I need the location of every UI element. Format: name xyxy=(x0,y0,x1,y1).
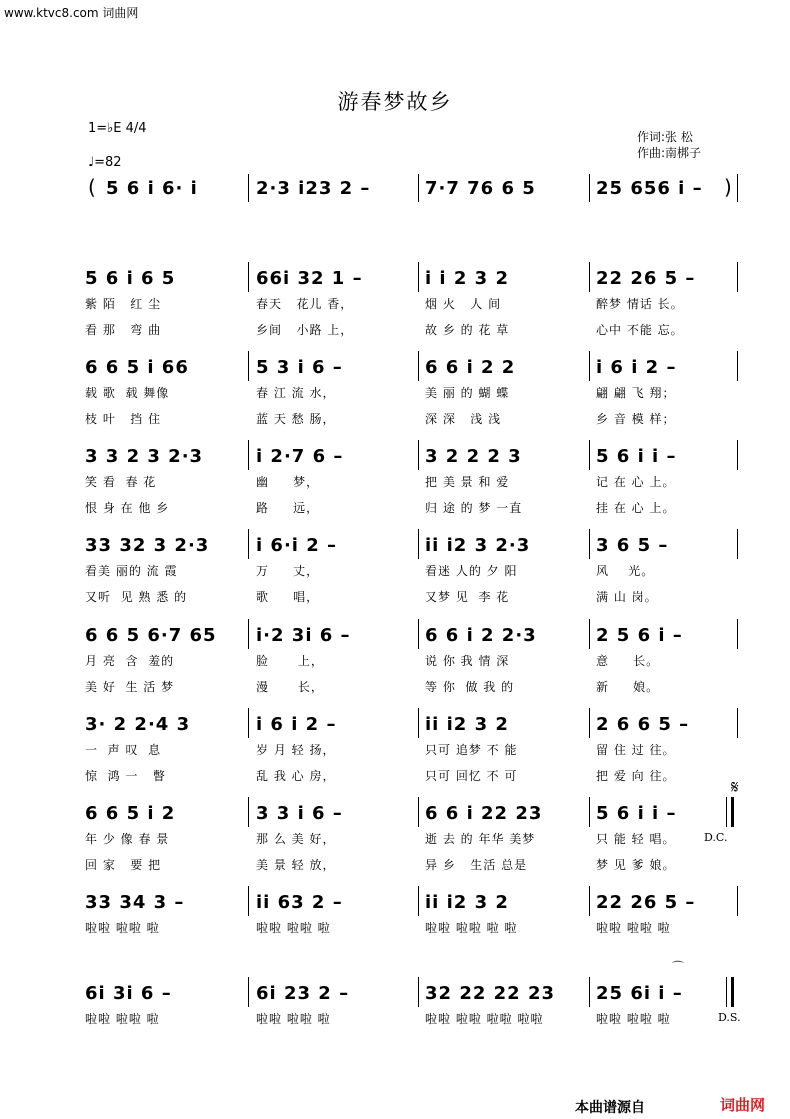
lyric-line-2: 新 娘。 xyxy=(596,680,660,694)
barline xyxy=(248,886,249,916)
lyric-line-1: 脸 上， xyxy=(256,654,324,668)
lyric-line-1: 啦啦 啦啦 啦 啦 xyxy=(425,921,518,935)
lyric-line-2: 乱 我 心 房， xyxy=(256,769,336,783)
lyric-line-1: 醉梦 情话 长。 xyxy=(596,297,684,311)
barline xyxy=(737,351,738,381)
measure: 6 6 i 2 2·3 xyxy=(425,625,537,646)
lyric-line-2: 故 乡 的 花 草 xyxy=(425,323,510,337)
lyric-line-1: 春 江 流 水， xyxy=(256,386,336,400)
measure: 3 3 2 3 2·3 xyxy=(85,446,204,467)
lyric-line-1: 载 歌 载 舞像 xyxy=(85,386,170,400)
lyric-line-1: 一 声 叹 息 xyxy=(85,743,162,757)
lyricist: 作词:张 松 xyxy=(637,130,693,144)
lyric-line-2: 蓝 天 愁 肠， xyxy=(256,412,336,426)
barline xyxy=(589,797,590,827)
measure: 66i 32 1 – xyxy=(256,268,363,289)
lyric-line-1: 万 丈， xyxy=(256,564,320,578)
measure: 6 6 i 2 2 xyxy=(425,357,516,378)
barline xyxy=(589,529,590,559)
lyric-line-1: 啦啦 啦啦 啦 xyxy=(596,1012,671,1026)
source-note: 本曲谱源自 xyxy=(575,1100,645,1116)
barline xyxy=(589,977,590,1007)
lyric-line-2: 美 景 轻 放， xyxy=(256,858,336,872)
lyric-line-1: 烟 火 人 间 xyxy=(425,297,502,311)
barline xyxy=(418,797,419,827)
barline xyxy=(737,174,738,202)
barline xyxy=(248,174,249,202)
barline xyxy=(737,529,738,559)
measure: 5 6 i 6 5 xyxy=(85,268,176,289)
measure: 6 6 5 6·7 65 xyxy=(85,625,217,646)
lyric-line-2: 梦 见 爹 娘。 xyxy=(596,858,676,872)
lyric-line-1: 啦啦 啦啦 啦 xyxy=(85,1012,160,1026)
lyric-line-2: 挂 在 心 上。 xyxy=(596,501,676,515)
lyric-line-2: 看 那 弯 曲 xyxy=(85,323,162,337)
lyric-line-1: 翩 翩 飞 翔； xyxy=(596,386,676,400)
measure: i·2 3i 6 – xyxy=(256,625,351,646)
measure: i 6·i 2 – xyxy=(256,535,338,556)
barline xyxy=(418,351,419,381)
barline xyxy=(418,440,419,470)
barline xyxy=(248,797,249,827)
key-signature: 1=♭E 4/4 xyxy=(88,121,147,136)
lyric-line-2: 歌 唱， xyxy=(256,590,320,604)
score-row xyxy=(0,983,790,1063)
lyric-line-2: 归 途 的 梦 一直 xyxy=(425,501,523,515)
lyric-line-1: 啦啦 啦啦 啦 xyxy=(85,921,160,935)
barline xyxy=(726,797,727,827)
lyric-line-2: 心中 不能 忘。 xyxy=(596,323,684,337)
segno-sign: 𝄋 xyxy=(731,777,739,798)
lyric-line-1: 笑 看 春 花 xyxy=(85,475,157,489)
barline xyxy=(248,529,249,559)
barline xyxy=(248,977,249,1007)
barline xyxy=(248,262,249,292)
fermata-sign: ⌒ xyxy=(672,960,685,974)
lyric-line-1: 岁 月 轻 扬， xyxy=(256,743,336,757)
lyric-line-1: 那 么 美 好， xyxy=(256,832,336,846)
barline xyxy=(737,886,738,916)
lyric-line-1: 只 能 轻 唱。 xyxy=(596,832,676,846)
barline xyxy=(418,262,419,292)
measure: 5 3 i 6 – xyxy=(256,357,343,378)
site-logo[interactable]: 词曲网 xyxy=(720,1096,766,1114)
lyric-line-2: 路 远， xyxy=(256,501,320,515)
measure: ii i2 3 2·3 xyxy=(425,535,531,556)
measure: 22 26 5 – xyxy=(596,268,696,289)
lyric-line-1: 美 丽 的 蝴 蝶 xyxy=(425,386,510,400)
composer: 作曲:南梆子 xyxy=(637,146,702,160)
measure: i 6 i 2 – xyxy=(256,714,337,735)
lyric-line-1: 月 亮 含 羞的 xyxy=(85,654,175,668)
ds-marking: D.S. xyxy=(718,1011,741,1024)
measure: 6i 23 2 – xyxy=(256,983,350,1004)
song-title: 游春梦故乡 xyxy=(337,90,453,114)
score-row xyxy=(0,357,790,437)
barline xyxy=(737,440,738,470)
tempo-marking: ♩=82 xyxy=(88,155,122,170)
lyric-line-1: 逝 去 的 年华 美梦 xyxy=(425,832,536,846)
lyric-line-2: 等 你 做 我 的 xyxy=(425,680,515,694)
barline xyxy=(589,708,590,738)
intro-row xyxy=(0,175,790,208)
measure: i i 2 3 2 xyxy=(425,268,509,289)
score-row xyxy=(0,714,790,794)
barline xyxy=(418,708,419,738)
lyric-line-1: 留 住 过 往。 xyxy=(596,743,676,757)
measure: 7·7 76 6 5 xyxy=(425,178,536,199)
lyric-line-1: 啦啦 啦啦 啦 xyxy=(596,921,671,935)
measure: ii 63 2 – xyxy=(256,892,343,913)
lyric-line-1: 意 长。 xyxy=(596,654,660,668)
lyric-line-1: 说 你 我 情 深 xyxy=(425,654,510,668)
barline xyxy=(418,886,419,916)
barline xyxy=(737,619,738,649)
barline xyxy=(418,529,419,559)
measure: ii i2 3 2 xyxy=(425,892,509,913)
barline xyxy=(589,619,590,649)
barline xyxy=(589,886,590,916)
barline xyxy=(248,351,249,381)
lyric-line-2: 漫 长， xyxy=(256,680,324,694)
measure: 2 5 6 i – xyxy=(596,625,683,646)
score-row xyxy=(0,268,790,348)
measure: 22 26 5 – xyxy=(596,892,696,913)
barline xyxy=(248,619,249,649)
lyric-line-2: 又听 见 熟 悉 的 xyxy=(85,590,188,604)
lyric-line-1: 只可 追梦 不 能 xyxy=(425,743,518,757)
lyric-line-2: 满 山 岗。 xyxy=(596,590,658,604)
score-row xyxy=(0,446,790,526)
close-paren: ) xyxy=(724,175,732,199)
score-row xyxy=(0,625,790,705)
lyric-line-1: 紫 陌 红 尘 xyxy=(85,297,162,311)
lyric-line-2: 异 乡 生活 总是 xyxy=(425,858,528,872)
barline xyxy=(248,440,249,470)
measure: 5 6 i i – xyxy=(596,446,677,467)
barline xyxy=(737,708,738,738)
lyric-line-1: 啦啦 啦啦 啦啦 啦啦 xyxy=(425,1012,544,1026)
measure: 3· 2 2·4 3 xyxy=(85,714,191,735)
lyric-line-2: 深 深 浅 浅 xyxy=(425,412,502,426)
lyric-line-2: 恨 身 在 他 乡 xyxy=(85,501,170,515)
measure: 3 3 i 6 – xyxy=(256,803,343,824)
lyric-line-1: 幽 梦， xyxy=(256,475,320,489)
score-row xyxy=(0,803,790,883)
measure: 33 34 3 – xyxy=(85,892,185,913)
measure: i 2·7 6 – xyxy=(256,446,344,467)
lyric-line-2: 惊 鸿 一 瞥 xyxy=(85,769,166,783)
measure: 6 6 5 i 2 xyxy=(85,803,176,824)
measure: 2 6 6 5 – xyxy=(596,714,690,735)
dc-marking: D.C. xyxy=(704,831,728,844)
open-paren: ( xyxy=(88,175,96,199)
lyric-line-1: 看迷 人的 夕 阳 xyxy=(425,564,518,578)
barline xyxy=(589,262,590,292)
lyric-line-1: 看美 丽的 流 霞 xyxy=(85,564,178,578)
site-url[interactable]: www.ktvc8.com 词曲网 xyxy=(4,6,139,20)
measure: 3 6 5 – xyxy=(596,535,669,556)
measure: 3 2 2 2 3 xyxy=(425,446,522,467)
score-row xyxy=(0,535,790,615)
barline xyxy=(418,619,419,649)
measure: 6 6 5 i 66 xyxy=(85,357,189,378)
final-barline xyxy=(731,977,734,1007)
lyric-line-2: 又梦 见 李 花 xyxy=(425,590,510,604)
lyric-line-2: 乡间 小路 上， xyxy=(256,323,354,337)
measure: 32 22 22 23 xyxy=(425,983,555,1004)
lyric-line-2: 乡 音 模 样； xyxy=(596,412,676,426)
measure: 5 6 i i – xyxy=(596,803,677,824)
lyric-line-2: 回 家 要 把 xyxy=(85,858,162,872)
lyric-line-1: 啦啦 啦啦 啦 xyxy=(256,921,331,935)
lyric-line-1: 记 在 心 上。 xyxy=(596,475,676,489)
lyric-line-2: 枝 叶 挡 住 xyxy=(85,412,162,426)
lyric-line-1: 风 光。 xyxy=(596,564,655,578)
measure: 5 6 i 6· i xyxy=(106,178,198,199)
measure: 25 6i i – xyxy=(596,983,683,1004)
lyric-line-1: 年 少 像 春 景 xyxy=(85,832,170,846)
measure: 6i 3i 6 – xyxy=(85,983,172,1004)
barline xyxy=(418,977,419,1007)
final-barline xyxy=(731,797,734,827)
lyric-line-2: 美 好 生 活 梦 xyxy=(85,680,175,694)
measure: 2·3 i23 2 – xyxy=(256,178,371,199)
lyric-line-2: 把 爱 向 往。 xyxy=(596,769,676,783)
lyric-line-1: 啦啦 啦啦 啦 xyxy=(256,1012,331,1026)
barline xyxy=(589,351,590,381)
barline xyxy=(418,174,419,202)
lyric-line-2: 只可 回忆 不 可 xyxy=(425,769,518,783)
measure: 6 6 i 22 23 xyxy=(425,803,543,824)
measure: i 6 i 2 – xyxy=(596,357,677,378)
barline xyxy=(737,262,738,292)
barline xyxy=(726,977,727,1007)
measure: ii i2 3 2 xyxy=(425,714,509,735)
lyric-line-1: 把 美 景 和 爱 xyxy=(425,475,510,489)
barline xyxy=(589,440,590,470)
barline xyxy=(589,174,590,202)
barline xyxy=(248,708,249,738)
measure: 25 656 i – xyxy=(596,178,703,199)
lyric-line-1: 春天 花儿 香， xyxy=(256,297,354,311)
measure: 33 32 3 2·3 xyxy=(85,535,210,556)
